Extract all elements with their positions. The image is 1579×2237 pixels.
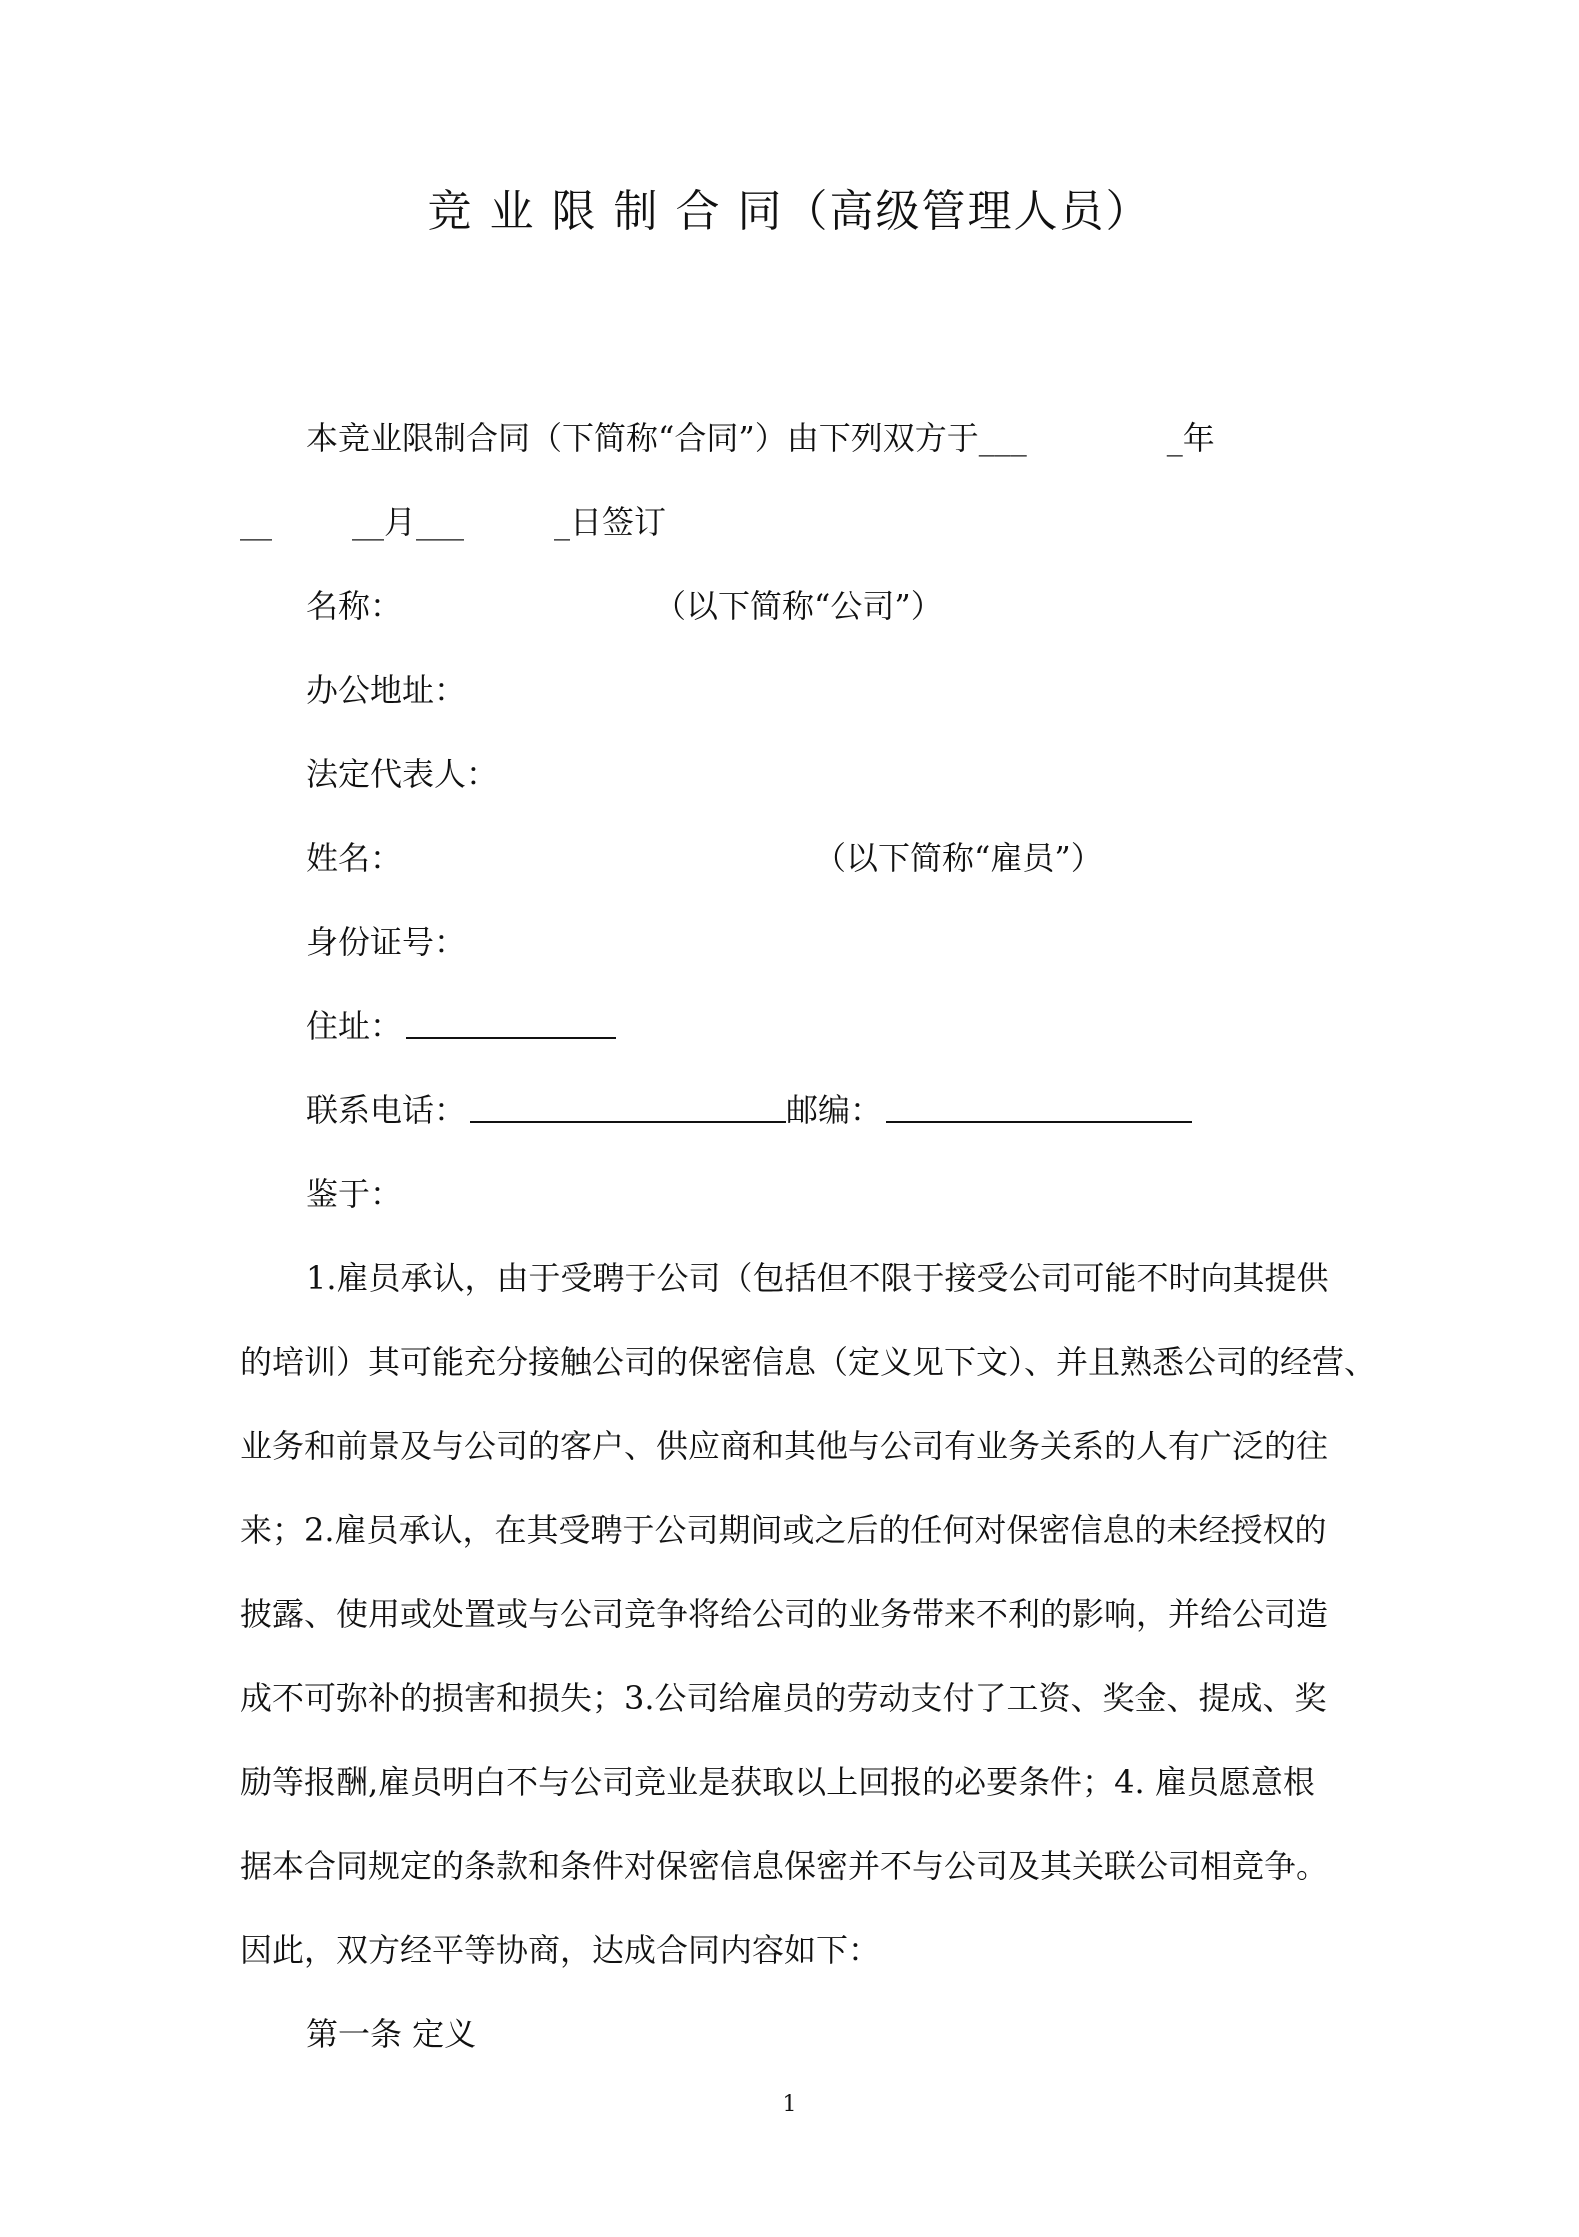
company-alias: （以下简称“公司”） — [654, 587, 943, 625]
company-name-label: 名称： — [306, 587, 403, 625]
intro-line-2 — [240, 500, 1350, 544]
paragraph-line: 励等报酬,雇员明白不与公司竞业是获取以上回报的必要条件；4. 雇员愿意根 — [240, 1763, 1315, 1801]
address-label: 住址： — [306, 1007, 403, 1045]
intro-line-1 — [306, 416, 1416, 460]
paragraph-line: 1.雇员承认，由于受聘于公司（包括但不限于接受公司可能不时向其提供 — [306, 1259, 1329, 1297]
page-number: 1 — [782, 2092, 797, 2117]
intro-text: 本竞业限制合同（下简称“合同”）由下列双方于___ — [306, 419, 1027, 457]
intro-blank-a: __ — [240, 503, 272, 541]
paragraph-line: 的培训）其可能充分接触公司的保密信息（定义见下文）、并且熟悉公司的经营、 — [240, 1343, 1377, 1381]
employee-name-label: 姓名： — [306, 839, 403, 877]
employee-name-line — [306, 836, 1416, 880]
address-line — [306, 1004, 1416, 1048]
employee-alias: （以下简称“雇员”） — [814, 839, 1103, 877]
intro-day: _日签订 — [554, 503, 667, 541]
phone-label: 联系电话： — [306, 1091, 467, 1129]
legal-rep-label: 法定代表人： — [306, 755, 499, 793]
postcode-label: 邮编： — [786, 1091, 883, 1129]
paragraph-line: 来；2.雇员承认，在其受聘于公司期间或之后的任何对保密信息的未经授权的 — [240, 1511, 1327, 1549]
office-address-line — [306, 668, 1416, 712]
paragraph-line: 据本合同规定的条款和条件对保密信息保密并不与公司及其关联公司相竞争。 — [240, 1847, 1329, 1885]
intro-year: _年 — [1166, 419, 1215, 457]
intro-month: __月___ — [352, 503, 465, 541]
phone-line — [306, 1088, 1416, 1132]
paragraph-line: 披露、使用或处置或与公司竞争将给公司的业务带来不利的影响，并给公司造 — [240, 1595, 1329, 1633]
article-1-heading: 第一条 定义 — [306, 2015, 477, 2053]
phone-blank — [470, 1091, 786, 1123]
paragraph-line: 业务和前景及与公司的客户、供应商和其他与公司有业务关系的人有广泛的往 — [240, 1427, 1329, 1465]
office-address-label: 办公地址： — [306, 671, 467, 709]
whereas-line — [306, 1172, 1416, 1216]
paragraph-line: 成不可弥补的损害和损失；3.公司给雇员的劳动支付了工资、奖金、提成、奖 — [240, 1679, 1327, 1717]
postcode-blank — [886, 1091, 1192, 1123]
address-blank — [406, 1007, 616, 1039]
document-title: 竞 业 限 制 合 同（高级管理人员） — [427, 186, 1152, 237]
whereas-label: 鉴于： — [306, 1175, 403, 1213]
id-label: 身份证号： — [306, 923, 467, 961]
paragraph-line: 因此，双方经平等协商，达成合同内容如下： — [240, 1931, 881, 1969]
company-name-line — [306, 584, 1416, 628]
id-number-line — [306, 920, 1416, 964]
legal-rep-line — [306, 752, 1416, 796]
